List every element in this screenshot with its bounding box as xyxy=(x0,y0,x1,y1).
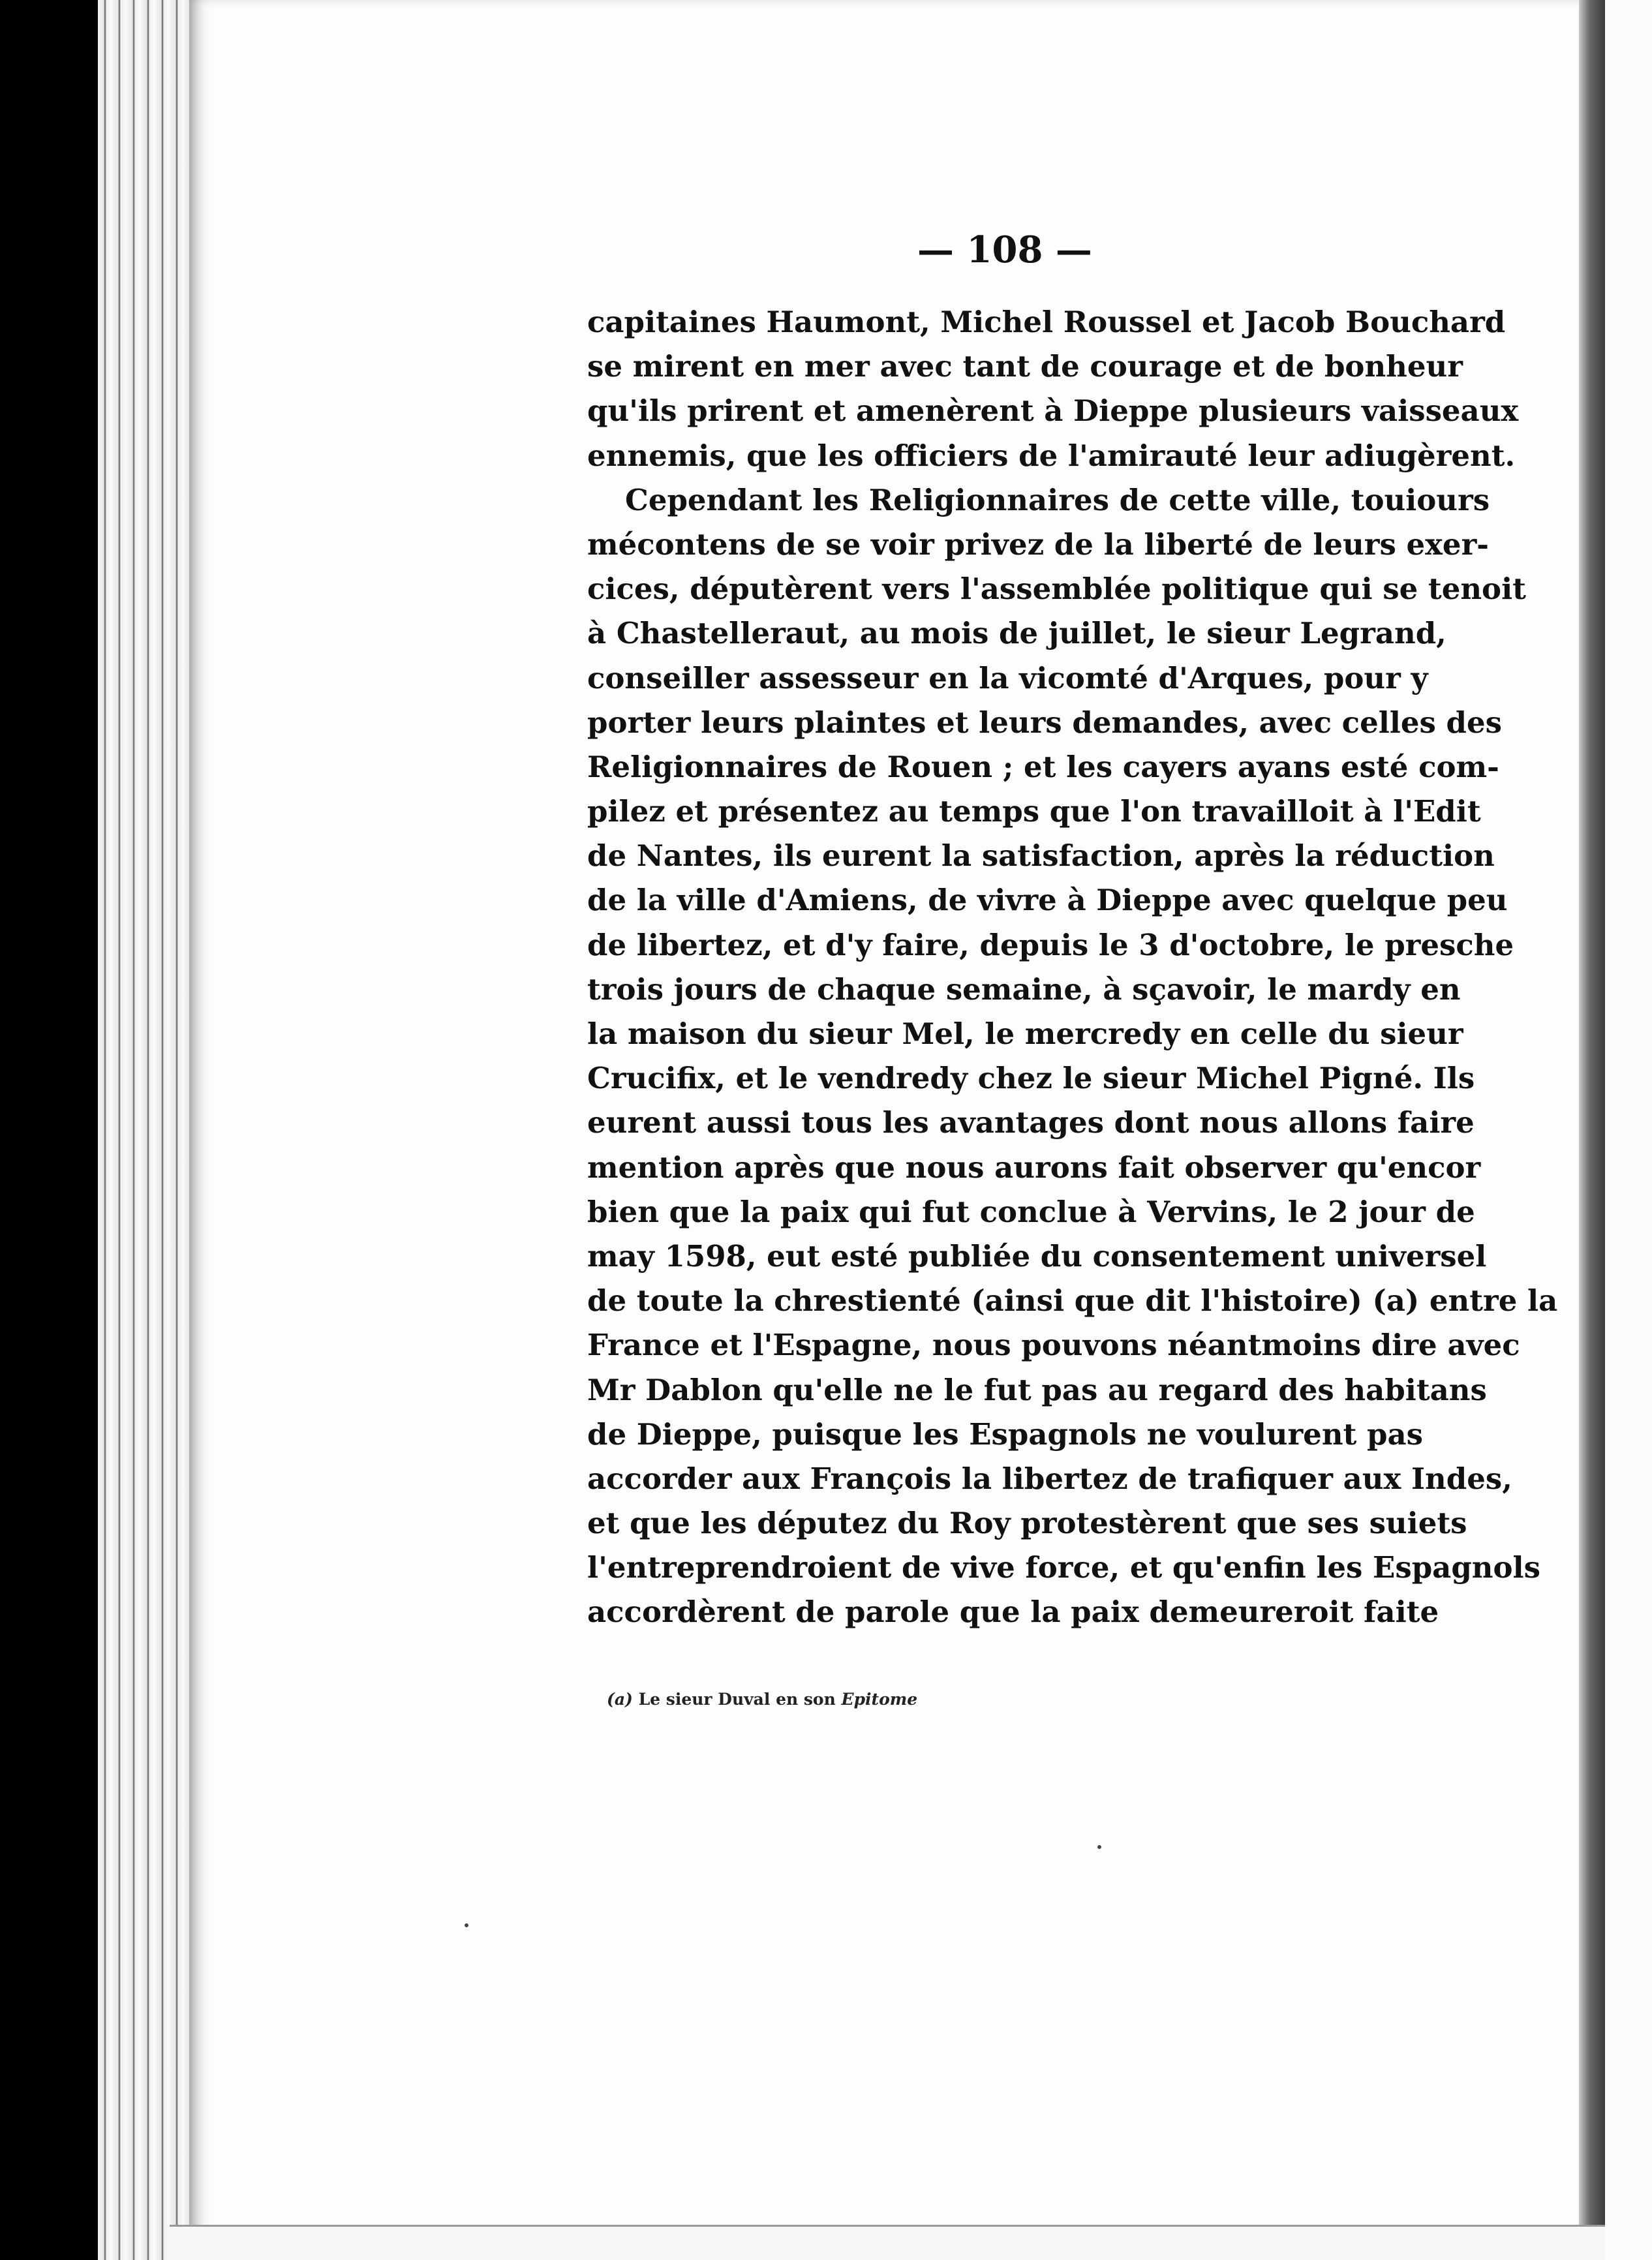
text-line: pilez et présentez au temps que l'on travailloit à l'Edit xyxy=(587,794,1481,829)
text-line: conseiller assesseur en la vicomté d'Arques, pour y xyxy=(587,660,1428,695)
text-line: mécontens de se voir privez de la liberté de leurs exer- xyxy=(587,527,1489,562)
text-line: trois jours de chaque semaine, à sçavoir, le mardy en xyxy=(587,971,1461,1007)
text-line: may 1598, eut esté publiée du consentement universel xyxy=(587,1238,1487,1274)
paper-speck xyxy=(465,1923,468,1927)
text-line: cices, députèrent vers l'assemblée politique qui se tenoit xyxy=(587,572,1526,607)
text-line: Mr Dablon qu'elle ne le fut pas au regard des habitans xyxy=(587,1372,1487,1407)
stacked-page-edges xyxy=(98,0,196,2260)
text-line: eurent aussi tous les avantages dont nous allons faire xyxy=(587,1105,1475,1140)
next-page-edge xyxy=(1605,0,1652,2260)
text-line: Cependant les Religionnaires de cette ville, touiours xyxy=(625,482,1490,517)
footnote xyxy=(607,1690,917,1709)
text-line: mention après que nous aurons fait observer qu'encor xyxy=(587,1150,1481,1185)
text-line: accordèrent de parole que la paix demeureroit faite xyxy=(587,1595,1439,1630)
text-line: accorder aux François la libertez de trafiquer aux Indes, xyxy=(587,1461,1512,1496)
binding-shadow xyxy=(1579,0,1605,2260)
text-line: qu'ils prirent et amenèrent à Dieppe plusieurs vaisseaux xyxy=(587,393,1519,429)
text-line: de la ville d'Amiens, de vivre à Dieppe avec quelque peu xyxy=(587,883,1508,918)
text-line: France et l'Espagne, nous pouvons néantmoins dire avec xyxy=(587,1328,1520,1363)
text-line: se mirent en mer avec tant de courage et de bonheur xyxy=(587,349,1463,384)
text-line: ennemis, que les officiers de l'amirauté leur adiugèrent. xyxy=(587,438,1516,473)
footnote-title: Epitome xyxy=(841,1690,918,1709)
footnote-text: Le sieur Duval en son xyxy=(638,1690,836,1709)
text-line: Crucifix, et le vendredy chez le sieur Michel Pigné. Ils xyxy=(587,1061,1475,1096)
text-line: de Nantes, ils eurent la satisfaction, après la réduction xyxy=(587,838,1495,874)
text-line: la maison du sieur Mel, le mercredy en celle du sieur xyxy=(587,1016,1463,1051)
text-line: de Dieppe, puisque les Espagnols ne voulurent pas xyxy=(587,1416,1423,1452)
paper-speck xyxy=(1097,1845,1101,1849)
text-line: à Chastelleraut, au mois de juillet, le sieur Legrand, xyxy=(587,616,1446,651)
text-line: de toute la chrestienté (ainsi que dit l'histoire) (a) entre la xyxy=(587,1283,1558,1319)
text-line: capitaines Haumont, Michel Roussel et Jacob Bouchard xyxy=(587,305,1506,339)
text-line: de libertez, et d'y faire, depuis le 3 d'octobre, le presche xyxy=(587,927,1514,962)
text-line: Religionnaires de Rouen ; et les cayers ayans esté com- xyxy=(587,749,1499,784)
bottom-page-edge xyxy=(170,2225,1605,2260)
text-line: et que les députez du Roy protestèrent que ses suiets xyxy=(587,1506,1467,1541)
footnote-mark: (a) xyxy=(607,1690,633,1709)
page-number: — 108 — xyxy=(917,228,1092,271)
text-line: porter leurs plaintes et leurs demandes, avec celles des xyxy=(587,705,1502,740)
text-line: l'entreprendroient de vive force, et qu'enfin les Espagnols xyxy=(587,1550,1540,1585)
text-line: bien que la paix qui fut conclue à Vervins, le 2 jour de xyxy=(587,1194,1475,1229)
body-text xyxy=(587,300,1558,1635)
